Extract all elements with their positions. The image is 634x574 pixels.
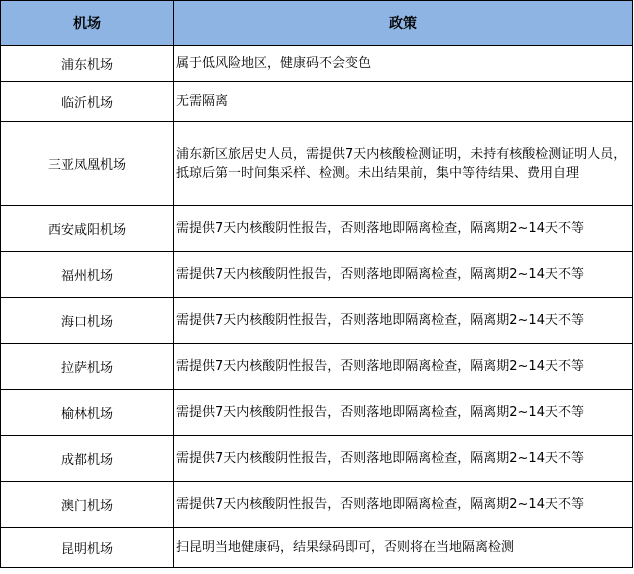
table-row [1,436,633,482]
table-row [1,344,633,390]
airport-cell: 昆明机场 [1,528,174,568]
policy-cell: 需提供7天内核酸阴性报告，否则落地即隔离检查，隔离期2~14天不等 [174,482,633,528]
policy-cell: 扫昆明当地健康码，结果绿码即可，否则将在当地隔离检测 [174,528,633,568]
policy-cell: 需提供7天内核酸阴性报告，否则落地即隔离检查，隔离期2~14天不等 [174,390,633,436]
header-policy: 政策 [174,1,633,46]
table-row [1,46,633,82]
airport-cell: 三亚凤凰机场 [1,122,174,206]
policy-cell: 无需隔离 [174,82,633,122]
airport-cell: 榆林机场 [1,390,174,436]
policy-cell: 需提供7天内核酸阴性报告，否则落地即隔离检查，隔离期2~14天不等 [174,252,633,298]
header-row [1,1,633,46]
airport-cell: 拉萨机场 [1,344,174,390]
airport-cell: 浦东机场 [1,46,174,82]
airport-cell: 澳门机场 [1,482,174,528]
table-row [1,298,633,344]
table-row [1,482,633,528]
airport-cell: 临沂机场 [1,82,174,122]
table-row [1,122,633,206]
table-row [1,206,633,252]
table-row [1,252,633,298]
airport-cell: 西安咸阳机场 [1,206,174,252]
header-airport: 机场 [1,1,174,46]
airport-cell: 福州机场 [1,252,174,298]
table-row [1,82,633,122]
table-row [1,390,633,436]
policy-cell: 需提供7天内核酸阴性报告，否则落地即隔离检查，隔离期2~14天不等 [174,206,633,252]
policy-cell: 需提供7天内核酸阴性报告，否则落地即隔离检查，隔离期2~14天不等 [174,344,633,390]
table-row [1,528,633,568]
airport-cell: 海口机场 [1,298,174,344]
policy-cell: 浦东新区旅居史人员，需提供7天内核酸检测证明，未持有核酸检测证明人员，抵琼后第一时间集采样、检测。未出结果前，集中等待结果、费用自理 [174,122,633,206]
policy-cell: 需提供7天内核酸阴性报告，否则落地即隔离检查，隔离期2~14天不等 [174,436,633,482]
airport-cell: 成都机场 [1,436,174,482]
policy-cell: 需提供7天内核酸阴性报告，否则落地即隔离检查，隔离期2~14天不等 [174,298,633,344]
policy-cell: 属于低风险地区，健康码不会变色 [174,46,633,82]
